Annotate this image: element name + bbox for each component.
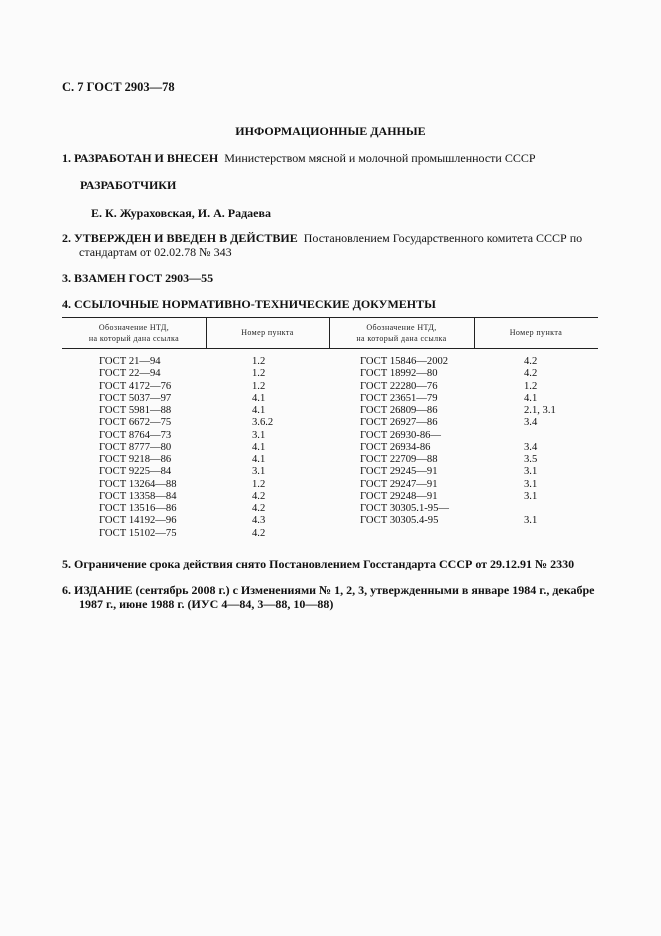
table-cell-clause: 3.1 xyxy=(524,478,538,490)
table-cell-doc: ГОСТ 29247—91 xyxy=(360,478,438,490)
table-cell-clause: 4.1 xyxy=(252,454,266,465)
table-cell-doc: ГОСТ 9225—84 xyxy=(99,466,172,478)
item-5: 5. Ограничение срока действия снято Постановлением Госстандарта СССР от 29.12.91 № 2330 xyxy=(62,557,575,571)
header-clause-right: Номер пункта xyxy=(509,328,563,337)
table-cell-doc: ГОСТ 9218—86 xyxy=(99,454,172,465)
table-cell-clause: 4.2 xyxy=(252,503,266,514)
table-cell-doc: ГОСТ 22709—88 xyxy=(360,454,438,465)
item-2-text: Постановлением Государственного комитета СССР по xyxy=(303,231,583,245)
table-cell-clause: 1.2 xyxy=(252,380,266,392)
table-cell-doc: ГОСТ 23651—79 xyxy=(360,392,438,404)
table-cell-doc: ГОСТ 5981—88 xyxy=(99,405,172,416)
table-cell-doc: ГОСТ 15846—2002 xyxy=(360,356,449,367)
table-cell-clause: 1.2 xyxy=(524,380,538,392)
header-designation-left: Обозначение НТД, на который дана ссылка xyxy=(88,323,180,343)
table-cell-doc: ГОСТ 18992—80 xyxy=(360,368,438,380)
table-cell-clause: 4.1 xyxy=(252,405,266,416)
table-cell-doc: ГОСТ 8764—73 xyxy=(99,429,172,441)
table-top-rule xyxy=(62,317,598,318)
table-cell-doc: ГОСТ 26930-86— xyxy=(360,429,442,441)
page-header: С. 7 ГОСТ 2903—78 xyxy=(62,80,175,94)
table-cell-doc: ГОСТ 30305.1-95— xyxy=(360,503,449,514)
table-cell-doc: ГОСТ 26809—86 xyxy=(360,405,438,416)
table-cell-doc: ГОСТ 4172—76 xyxy=(99,380,172,392)
table-cell-doc: ГОСТ 14192—96 xyxy=(99,515,177,527)
table-cell-clause: 1.2 xyxy=(252,356,266,367)
item-2-text-cont: стандартам от 02.02.78 № 343 xyxy=(79,245,232,259)
table-cell-clause: 4.1 xyxy=(252,441,266,453)
table-cell-clause: 3.4 xyxy=(524,441,538,453)
table-cell-clause: 4.1 xyxy=(524,392,538,404)
table-cell-doc: ГОСТ 6672—75 xyxy=(99,417,172,429)
developers-label: РАЗРАБОТЧИКИ xyxy=(80,178,177,192)
table-cell-clause: 3.1 xyxy=(252,429,266,441)
table-cell-clause: 3.1 xyxy=(524,490,538,502)
table-cell-clause: 3.6.2 xyxy=(252,417,274,429)
table-cell-doc: ГОСТ 13264—88 xyxy=(99,478,177,490)
item-1 xyxy=(62,151,536,166)
table-cell-clause: 2.1, 3.1 xyxy=(524,405,556,416)
table-cell-doc: ГОСТ 26927—86 xyxy=(360,417,438,429)
item-6-cont: 1987 г., июне 1988 г. (ИУС 4—84, 3—88, 10—88) xyxy=(79,597,334,611)
table-cell-clause: 4.3 xyxy=(252,515,266,527)
item-4: 4. ССЫЛОЧНЫЕ НОРМАТИВНО-ТЕХНИЧЕСКИЕ ДОКУМЕНТЫ xyxy=(62,297,436,311)
table-cell-doc: ГОСТ 26934-86 xyxy=(360,441,431,453)
table-cell-doc: ГОСТ 13358—84 xyxy=(99,490,177,502)
table-cell-clause: 1.2 xyxy=(252,478,266,490)
table-cell-doc: ГОСТ 13516—86 xyxy=(99,503,177,514)
header-designation-right: Обозначение НТД, на который дана ссылка xyxy=(356,323,447,343)
table-header-rule xyxy=(62,348,598,349)
item-1-label: 1. РАЗРАБОТАН И ВНЕСЕН xyxy=(62,151,219,165)
table-cell-clause: 3.4 xyxy=(524,417,538,429)
header-clause-left: Номер пункта xyxy=(241,328,294,337)
table-cell-clause: 4.2 xyxy=(252,527,266,539)
item-1-text: Министерством мясной и молочной промышленности СССР xyxy=(224,151,536,165)
table-cell-doc: ГОСТ 21—94 xyxy=(99,356,161,367)
table-cell-doc: ГОСТ 15102—75 xyxy=(99,527,177,539)
table-cell-doc: ГОСТ 29245—91 xyxy=(360,466,438,478)
table-cell-clause: 4.2 xyxy=(524,356,538,367)
table-cell-clause: 3.5 xyxy=(524,454,538,465)
table-cell-doc: ГОСТ 29248—91 xyxy=(360,490,438,502)
table-cell-doc: ГОСТ 22—94 xyxy=(99,368,161,380)
item-3: 3. ВЗАМЕН ГОСТ 2903—55 xyxy=(62,271,214,285)
item-2 xyxy=(62,231,582,246)
developers-names: Е. К. Жураховская, И. А. Радаева xyxy=(91,206,271,220)
table-cell-clause: 4.2 xyxy=(252,490,266,502)
item-2-label: 2. УТВЕРЖДЕН И ВВЕДЕН В ДЕЙСТВИЕ xyxy=(62,231,298,245)
table-cell-doc: ГОСТ 30305.4-95 xyxy=(360,515,439,527)
section-title: ИНФОРМАЦИОННЫЕ ДАННЫЕ xyxy=(235,124,426,138)
item-6: 6. ИЗДАНИЕ (сентябрь 2008 г.) с Изменениями № 1, 2, 3, утвержденными в январе 1984 г., декабре xyxy=(62,583,595,597)
table-cell-doc: ГОСТ 8777—80 xyxy=(99,441,172,453)
table-cell-clause: 3.1 xyxy=(252,466,266,478)
table-cell-doc: ГОСТ 22280—76 xyxy=(360,380,438,392)
table-cell-clause: 1.2 xyxy=(252,368,266,380)
table-cell-clause: 4.1 xyxy=(252,392,266,404)
table-cell-clause: 3.1 xyxy=(524,515,538,527)
table-cell-doc: ГОСТ 5037—97 xyxy=(99,392,172,404)
table-cell-clause: 4.2 xyxy=(524,368,538,380)
table-cell-clause: 3.1 xyxy=(524,466,538,478)
